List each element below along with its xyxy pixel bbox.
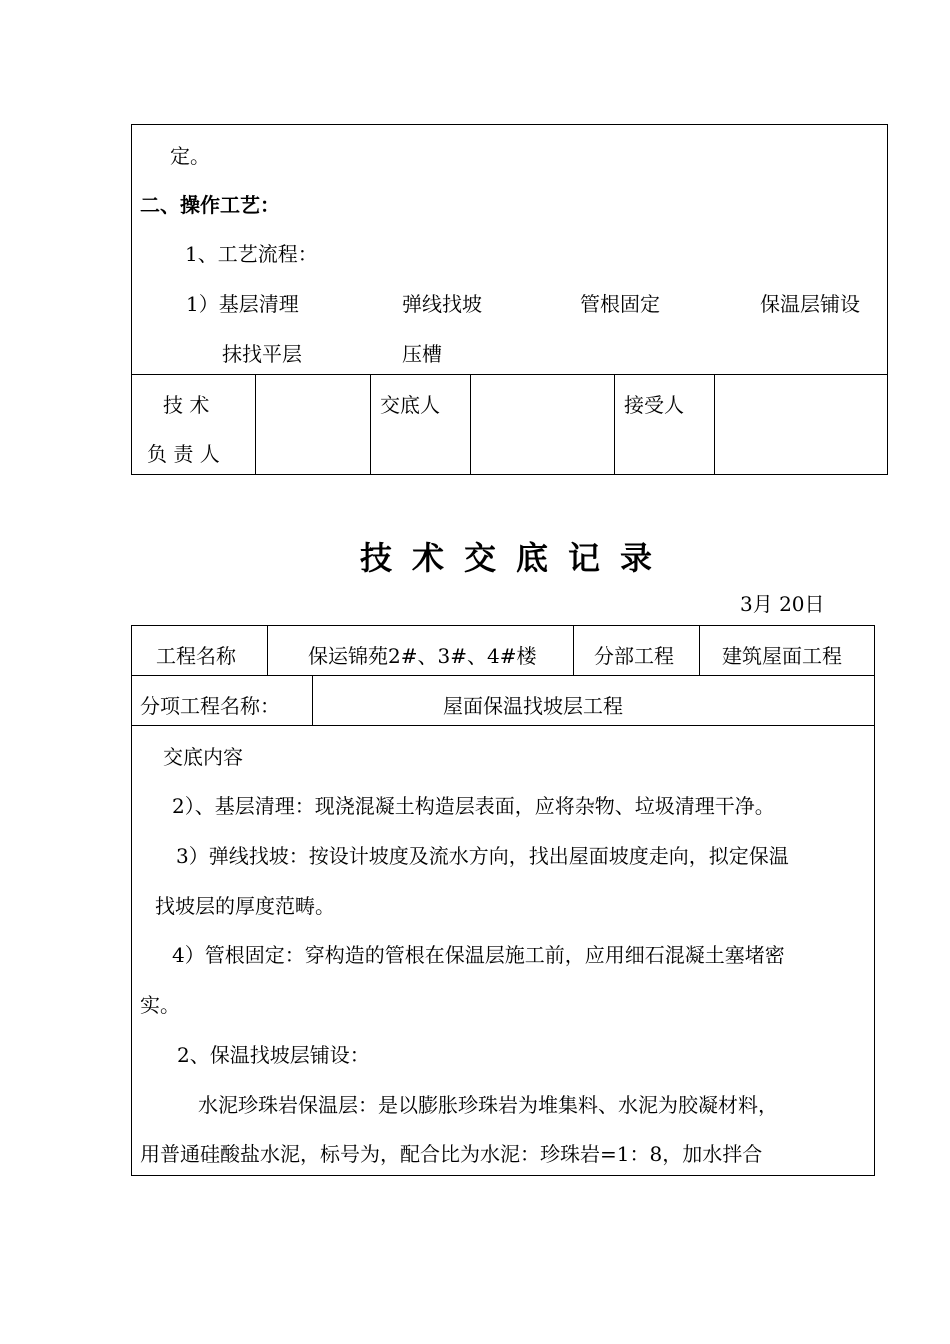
tech-lead-label-1: 技 术 — [163, 393, 210, 417]
flow-step-5: 抹找平层 — [222, 342, 302, 366]
top-table-col-1 — [255, 374, 256, 474]
content-line-2: 3）弹线找坡：按设计坡度及流水方向，找出屋面坡度走向，拟定保温 — [176, 844, 789, 868]
flow-step-2: 弹线找坡 — [402, 292, 482, 316]
content-line-8: 用普通硅酸盐水泥，标号为，配合比为水泥：珍珠岩=1：8，加水拌合 — [140, 1142, 763, 1166]
content-line-4: 4）管根固定：穿构造的管根在保温层施工前，应用细石混凝土塞堵密 — [172, 943, 785, 967]
receiver-label: 接受人 — [624, 393, 684, 417]
project-name-label: 工程名称 — [156, 644, 236, 668]
flow-step-4: 保温层铺设 — [760, 292, 860, 316]
division-label: 分部工程 — [594, 644, 674, 668]
record-row-divider-2 — [131, 725, 875, 726]
content-line-6: 2、保温找坡层铺设： — [177, 1043, 370, 1067]
text-ding: 定。 — [170, 144, 210, 168]
content-line-5: 实。 — [140, 993, 180, 1017]
record-col-3 — [699, 625, 700, 675]
top-table-col-3 — [470, 374, 471, 474]
subitem-value: 屋面保温找坡层工程 — [443, 694, 623, 718]
flow-step-3: 管根固定 — [580, 292, 660, 316]
record-row-divider-1 — [131, 675, 875, 676]
top-table-col-5 — [714, 374, 715, 474]
content-line-1: 2）、基层清理：现浇混凝土构造层表面，应将杂物、垃圾清理干净。 — [172, 794, 775, 818]
project-name-value: 保运锦苑2#、3#、4#楼 — [308, 644, 537, 668]
division-value: 建筑屋面工程 — [722, 644, 842, 668]
content-line-3: 找坡层的厚度范畴。 — [155, 894, 335, 918]
flow-step-1: 1）基层清理 — [186, 292, 299, 316]
content-label: 交底内容 — [163, 745, 243, 769]
discloser-label: 交底人 — [380, 393, 440, 417]
subitem-label: 分项工程名称： — [140, 694, 280, 718]
record-col-1 — [267, 625, 268, 675]
record-col-2 — [573, 625, 574, 675]
record-date: 3月 20日 — [740, 592, 825, 616]
top-table-col-2 — [370, 374, 371, 474]
record-col-4 — [312, 675, 313, 725]
page-title: 技术交底记录 — [360, 539, 673, 577]
top-table-col-4 — [614, 374, 615, 474]
tech-lead-label-2: 负 责 人 — [147, 442, 220, 466]
flow-step-6: 压槽 — [402, 342, 442, 366]
section-heading: 二、操作工艺： — [140, 193, 280, 217]
sub-heading: 1、工艺流程： — [185, 242, 318, 266]
content-line-7: 水泥珍珠岩保温层：是以膨胀珍珠岩为堆集料、水泥为胶凝材料， — [198, 1093, 778, 1117]
top-table-divider — [131, 374, 888, 375]
